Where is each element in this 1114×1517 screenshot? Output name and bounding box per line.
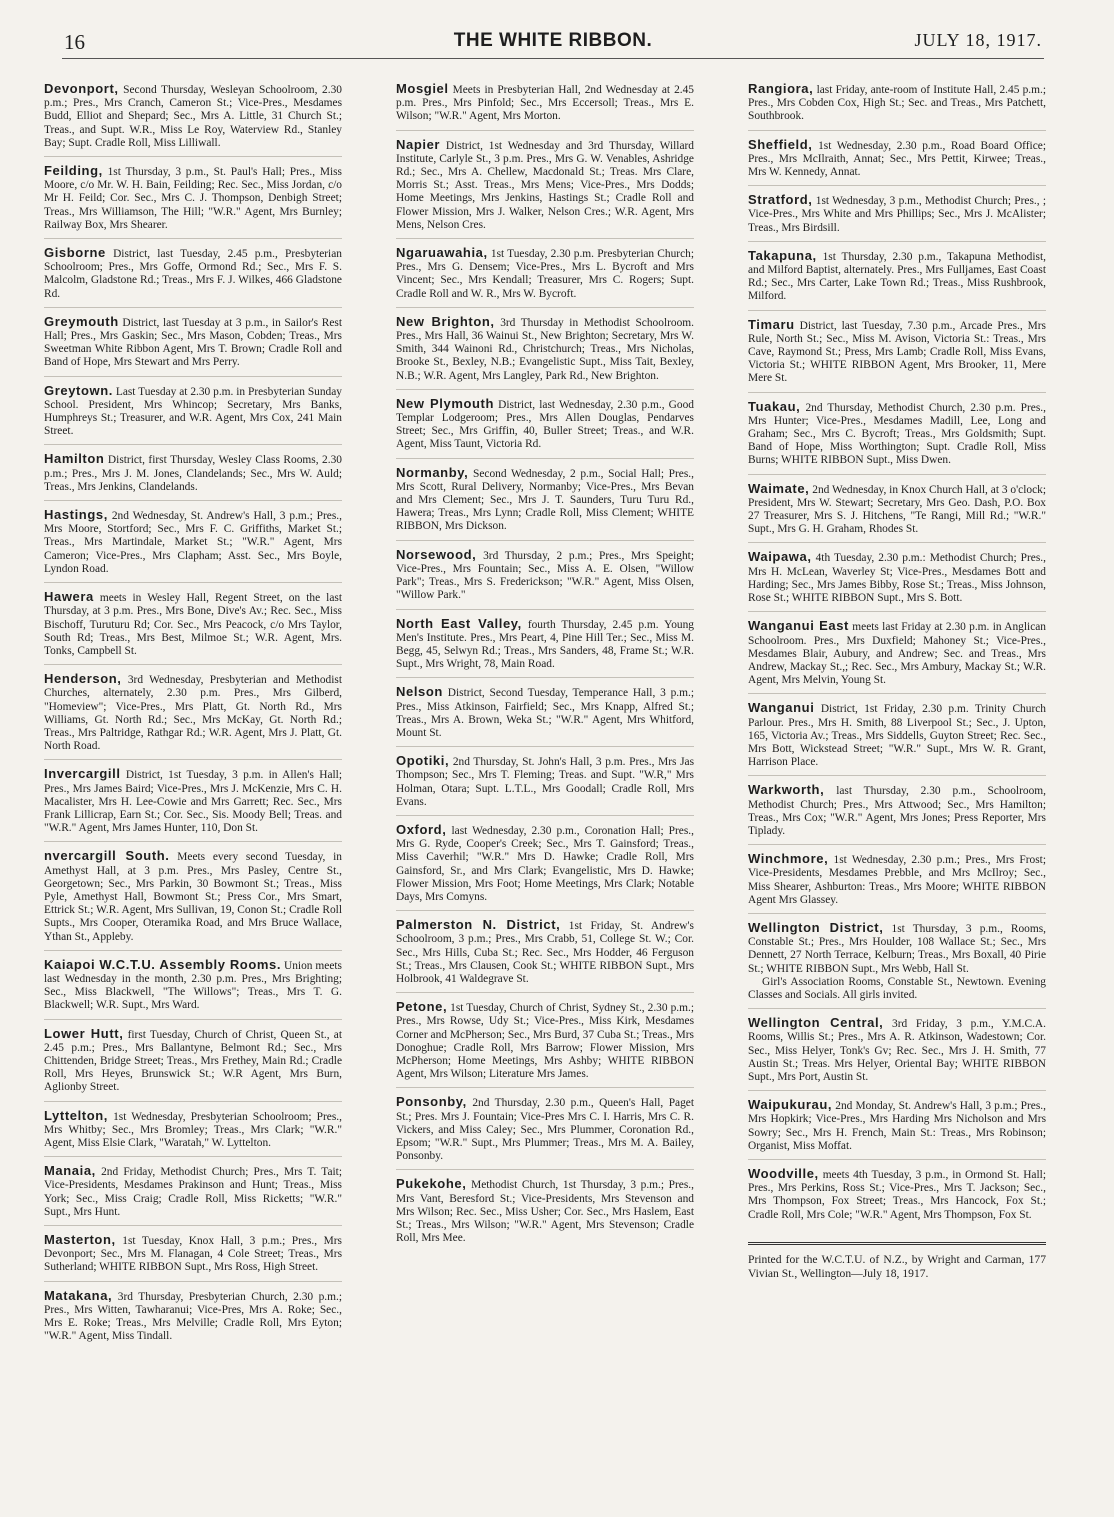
union-entry <box>396 685 694 747</box>
union-details: Second Wednesday, 2 p.m., Social Hall; Pres., Mrs Scott, Rural Delivery, Normanby; Vice-Pres., Mrs Bevan and Mrs Clement; Sec., Mrs J. T. Saunders, Turu Turu Rd., Hawera; Treas., Mrs Lynn; Cradle Roll, Miss Clement; WHITE RIBBON, Mrs Dickson. <box>396 467 694 533</box>
union-entry <box>44 508 342 583</box>
union-entry <box>44 1289 342 1350</box>
union-details: 1st Wednesday, Presbyterian Schoolroom; Pres., Mrs Whitby; Sec., Mrs Bromley; Treas., Mrs Clark; "W.R." Agent, Miss Elsie Clark, "Waratah," W. Lyttelton. <box>44 1110 342 1149</box>
union-details: meets last Friday at 2.30 p.m. in Anglican Schoolroom. Pres., Mrs Duxfield; Mahoney St.; Vice-Pres., Mesdames Blair, Aubury, and Andrew; Sec. and Treas., Mrs Andrew, Mackay St.,; Rec. Sec., Mrs Ambury, Mackay St.; W.R. Agent, Mrs Melvin, Young St. <box>748 621 1046 687</box>
union-name: Stratford, <box>748 192 813 208</box>
union-details: 1st Friday, St. Andrew's Schoolroom, 3 p.m.; Pres., Mrs Crabb, 51, College St. W.; Cor. Sec., Mrs Hills, Cuba St.; Rec. Sec., Mrs Hodder, 46 Ferguson St.; Treas., Mrs Clausen, Cook St.; WHITE RIBBON Supt., Mrs Holbrook, 41 Waldegrave St. <box>396 920 694 985</box>
union-entry <box>396 138 694 239</box>
union-entry <box>44 672 342 760</box>
union-details: 3rd Thursday, Presbyterian Church, 2.30 p.m.; Pres., Mrs Witten, Tawharanui; Vice-Pres, Mrs A. Roke; Sec., Mrs E. Roke; Treas., Mrs Melville; Cradle Roll, Mrs Eyton; "W.R." Agent, Miss Tindall. <box>44 1290 342 1343</box>
union-name: Waipawa, <box>748 549 812 565</box>
union-details: Second Thursday, Wesleyan Schoolroom, 2.30 p.m.; Pres., Mrs Cranch, Cameron St.; Vice-Pres., Mesdames Budd, Elliot and Shepard; Sec., Mrs A. Little, 31 Church St.; Treas., and Supt. W.R., Miss Le Roy, Waterview Rd., Stanley Bay; Supt. Cradle Roll, Miss Lilliwall. <box>44 84 342 149</box>
union-entry <box>748 82 1046 131</box>
union-entry <box>748 619 1046 694</box>
union-name: Henderson, <box>44 671 122 687</box>
union-entry <box>748 1016 1046 1091</box>
union-details: 1st Thursday, 2.30 p.m., Takapuna Methodist, and Milford Baptist, alternately. Pres., Mrs Fulljames, East Coast Rd.; Sec., Mrs Carter, Lake Town Rd.; Treas., Miss Rushbrook, Milford. <box>748 250 1046 303</box>
union-entry <box>748 482 1046 544</box>
union-entry <box>396 466 694 541</box>
union-name: Lower Hutt, <box>44 1025 124 1041</box>
union-entry <box>44 246 342 308</box>
union-details: fourth Thursday, 2.45 p.m. Young Men's Institute. Pres., Mrs Peart, 4, Pine Hill Ter.; Sec., Miss M. Begg, 45, Selwyn Rd.; Treas., Mrs Sanders, 48, Frame St.; W.R. Supt., Mrs Wright, 78, Main Road. <box>396 618 694 671</box>
union-entry <box>396 1095 694 1170</box>
union-details: 2nd Wednesday, in Knox Church Hall, at 3 o'clock; President, Mrs W. Stewart; Secretary, Mrs Geo. Dash, P.O. Box 27 Treasurer, Mrs S. J. Hitchens, "Te Rangi, Mill Rd.; "W.R." Supt., Mrs G. H. Graham, Rhodes St. <box>748 483 1046 536</box>
union-details: 4th Tuesday, 2.30 p.m.: Methodist Church; Pres., Mrs H. McLean, Waverley St; Vice-Pres., Mesdames Bott and Harding; Sec., Mrs James Bibby, Rose St.; Treas., Miss Johnson, Rose St.; WHITE RIBBON Supt., Mrs S. Bott. <box>748 552 1046 605</box>
union-details: meets 4th Tuesday, 3 p.m., in Ormond St. Hall; Pres., Mrs Perkins, Ross St.; Vice-Pres., Mrs T. Jackson; Sec., Mrs Thompson, Fox Street; Treas., Mrs Hancock, Fox St.; Cradle Roll, Mrs Cole; "W.R." Agent, Mrs Thompson, Fox St. <box>748 1169 1046 1221</box>
union-name: Hawera <box>44 589 94 605</box>
union-entry <box>396 315 694 390</box>
union-entry <box>748 921 1046 1009</box>
union-entry <box>396 82 694 131</box>
union-entry <box>44 590 342 665</box>
union-details: 2nd Thursday, St. John's Hall, 3 p.m. Pres., Mrs Jas Thompson; Sec., Mrs T. Fleming; Treas. and Supt. "W.R," Mrs Holman, Otara; Supt. L.T.L., Mrs Goodall; Cradle Roll, Mrs Evans. <box>396 756 694 808</box>
union-entry <box>44 452 342 501</box>
union-details: District, last Tuesday, 2.45 p.m., Presbyterian Schoolroom; Pres., Mrs Goffe, Ormond Rd.; Sec., Mrs F. S. Malcolm, Gladstone Rd.; Treas., Mrs F. J. Wilkes, 466 Gladstone Rd. <box>44 248 342 300</box>
union-entry <box>748 193 1046 242</box>
union-name: Greytown. <box>44 382 113 398</box>
union-details: Meets in Presbyterian Hall, 2nd Wednesday at 2.45 p.m. Pres., Mrs Pinfold; Sec., Mrs Eccersoll; Treas., Mrs E. Wilson; "W.R." Agent, Mrs Morton. <box>396 84 694 123</box>
union-entry <box>44 82 342 157</box>
union-details: 1st Thursday, 3 p.m., St. Paul's Hall; Pres., Miss Moore, c/o Mr. W. H. Bain, Feilding; Rec. Sec., Miss Jordan, c/o Mr H. Feild; Cor. Sec., Mrs C. J. Thompson, Denbigh Street; Treas., Mrs Williamson, The Hill; "W.R." Agent, Mrs Burnley; Railway Box, Mrs Shearer. <box>44 166 342 231</box>
union-details: District, last Tuesday at 3 p.m., in Sailor's Rest Hall; Pres., Mrs Gaskin; Sec., Mrs Mason, Cobden; Treas., Mrs Sweetman White Ribbon Agent, Mrs T. Brown; Cradle Roll and Band of Hope, Mrs Stewart and Mrs Perry. <box>44 316 342 369</box>
union-entry <box>44 384 342 446</box>
union-details: 2nd Wednesday, St. Andrew's Hall, 3 p.m.; Pres., Mrs Moore, Stortford; Sec., Mrs F. C. Griffiths, Market St.; Treas., Mrs Martindale, Market St.; "W.R." Agent, Mrs Cameron; Vice-Pres., Mrs Clapham; Asst. Sec., Mrs Boyle, Lyndon Road. <box>44 510 342 575</box>
union-entry <box>396 246 694 308</box>
union-name: Nelson <box>396 684 443 700</box>
union-name: Mosgiel <box>396 82 449 96</box>
union-details: 1st Wednesday, 2.30 p.m.; Pres., Mrs Frost; Vice-Presidents, Mesdames Prebble, and Mrs McIlroy; Sec., Miss Shearer, Ashburton: Treas., Mrs Moore; WHITE RIBBON Agent Mrs Glassey. <box>748 854 1046 906</box>
column-middle <box>396 82 694 1497</box>
union-entry <box>44 1027 342 1102</box>
union-note: Girl's Association Rooms, Constable St., Newtown. Evening Classes and Socials. All girls invited. <box>748 975 1046 1001</box>
column-left <box>44 82 342 1497</box>
union-name: Woodville, <box>748 1166 819 1181</box>
union-details: last Wednesday, 2.30 p.m., Coronation Hall; Pres., Mrs G. Ryde, Cooper's Creek; Sec., Mrs T. Gainsford; Treas., Miss Caverhil; "W.R." Mrs D. Hawke; Cradle Roll, Mrs Gainsford, Sr., and Mrs Clark; Evangelistic, Mrs D. Hawke; Flower Mission, Mrs Foot; Home Meetings, Mrs Clark; Notable Days, Mrs Comyns. <box>396 824 694 903</box>
union-entry <box>44 767 342 842</box>
union-details: first Tuesday, Church of Christ, Queen St., at 2.45 p.m.; Pres., Mrs Ballantyne, Belmont Rd.; Sec., Mrs Chittenden, Bridge Street; Treas., Mrs Frethey, Main Rd.; Cradle Roll, Mrs Heyes, Brunswick St.; W.R Agent, Mrs Burn, Aglionby Street. <box>44 1028 342 1094</box>
union-details: 1st Wednesday, 3 p.m., Methodist Church; Pres., ; Vice-Pres., Mrs White and Mrs Phillips; Sec., Mrs J. McAlister; Treas., Mrs Birdsill. <box>748 195 1046 234</box>
union-details: 3rd Thursday, 2 p.m.; Pres., Mrs Speight; Vice-Pres., Mrs Fountain; Sec., Miss A. E. Olsen, "Willow Park"; Treas., Mrs S. Frederickson; "W.R." Agent, Miss Olsen, "Willow Park." <box>396 549 694 602</box>
union-entry <box>396 754 694 816</box>
union-name: Hastings, <box>44 507 108 523</box>
union-name: Warkworth, <box>748 782 825 798</box>
union-name: Wanganui East <box>748 618 849 634</box>
union-entry <box>748 400 1046 475</box>
union-entry <box>396 1000 694 1088</box>
union-entry <box>44 1164 342 1226</box>
union-details: 1st Tuesday, 2.30 p.m. Presbyterian Church; Pres., Mrs G. Densem; Vice-Pres., Mrs L. Bycroft and Mrs Vincent; Sec., Mrs Kendall; Treasurer, Mrs C. Rogers; Supt. Cradle Roll and W. R., Mrs W. Bycroft. <box>396 248 694 300</box>
union-entry <box>748 701 1046 776</box>
printer-imprint: Printed for the W.C.T.U. of N.Z., by Wright and Carman, 177 Vivian St., Wellington—July 18, 1917. <box>748 1242 1046 1281</box>
union-details: 3rd Wednesday, Presbyterian and Methodist Churches, alternately, 2.30 p.m. Pres., Mrs Gilberd, "Homeview"; Vice-Pres., Mrs Platt, Gt. North Rd., Mrs Williams, Gt. North Rd.; Sec., Mrs McKay, Gt. North Rd.; Treas., Mrs Paltridge, Rathgar Rd.; W.R. Agent, Mrs J. Platt, Gt. North Road. <box>44 674 342 753</box>
union-name: Rangiora, <box>748 82 814 96</box>
union-details: District, 1st Friday, 2.30 p.m. Trinity Church Parlour. Pres., Mrs H. Smith, 88 Liverpool St.; Sec., J. Upton, 165, Victoria Av.; Treas., Mrs Siddells, Guyton Street; Rec. Sec., Mrs Bott, Wickstead Street; "W.R." Supt., Mrs W. R. Grant, Harrison Place. <box>748 703 1046 769</box>
union-entry <box>396 918 694 993</box>
union-name: Normanby, <box>396 464 469 480</box>
union-details: District, 1st Wednesday and 3rd Thursday, Willard Institute, Carlyle St., 3 p.m. Pres., Mrs G. W. Venables, Ashridge Rd.; Sec., Mrs A. Chellew, Macdonald St.; Treas. Mrs Clare, Morris St.; Asst. Treas., Mrs Mens; Vice-Pres., Mrs Dodds; Home Meetings, Mrs Jenkins, Hastings St.; Cradle Roll and Flower Mission, Mrs J. Walker, Nelson Cres.; W.R. Agent, Mrs Mens, Nelson Cres. <box>396 139 694 231</box>
union-entry <box>748 550 1046 612</box>
union-details: District, last Tuesday, 7.30 p.m., Arcade Pres., Mrs Rule, North St.; Sec., Miss M. Avison, Victoria St.: Treas., Mrs Cave, Raymond St.; Press, Mrs Lamb; Cradle Roll, Miss Evans, Victoria St.; WHITE RIBBON Agent, Mrs Brooker, 11, Mere Mere St. <box>748 319 1046 385</box>
page-header <box>62 26 1044 59</box>
page-number: 16 <box>64 30 85 54</box>
column-right-entries <box>748 82 1046 1228</box>
union-entry <box>748 318 1046 393</box>
union-entry <box>748 138 1046 187</box>
union-entry <box>44 849 342 950</box>
union-entry <box>396 1177 694 1251</box>
union-name: Manaia, <box>44 1163 96 1179</box>
union-name: Tuakau, <box>748 398 801 414</box>
union-details: 2nd Friday, Methodist Church; Pres., Mrs T. Tait; Vice-Presidents, Mesdames Prakinson and Hunt; Treas., Miss York; Sec., Miss Craig; Cradle Roll, Miss Ricketts; "W.R." Supt., Mrs Hunt. <box>44 1166 342 1218</box>
union-name: Winchmore, <box>748 851 829 867</box>
union-name: Devonport, <box>44 82 119 96</box>
union-details: District, Second Tuesday, Temperance Hall, 3 p.m.; Pres., Miss Atkinson, Fairfield; Sec., Mrs Knapp, Alfred St.; Treas., Mrs A. Brown, Weka St.; "W.R." Agent, Mrs Whitford, Mount St. <box>396 687 694 739</box>
union-entry <box>44 315 342 377</box>
union-details: District, first Thursday, Wesley Class Rooms, 2.30 p.m.; Pres., Mrs J. M. Jones, Clandelands; Sec., Mrs W. Auld; Treas., Mrs Jenkins, Clandelands. <box>44 454 342 493</box>
union-name: Waimate, <box>748 480 810 496</box>
union-entry <box>396 823 694 911</box>
union-entry <box>396 548 694 610</box>
union-details: Union meets last Wednesday in the month, 2.30 p.m. Pres., Mrs Brighting; Sec., Miss Blackwell, "The Willows"; Treas., Mrs T. G. Blackwell; W.R. Supt., Mrs Ward. <box>44 959 342 1012</box>
union-name: Pukekohe, <box>396 1176 467 1192</box>
union-details: 1st Tuesday, Church of Christ, Sydney St., 2.30 p.m.; Pres., Mrs Rowse, Udy St.; Vice-Pres., Miss Kirk, Mesdames Corner and McPherson; Sec., Mrs Burd, 37 Cuba St.; Treas., Mrs Donoghue; Cradle Roll, Mrs Barrow; Flower Mission, Mrs McPherson; Home Meetings, Mrs Ashby; WHITE RIBBON Agent, Mrs Wilson; Literature Mrs James. <box>396 1002 694 1081</box>
union-entry <box>748 249 1046 311</box>
union-name: Opotiki, <box>396 753 450 769</box>
union-name: Petone, <box>396 999 448 1015</box>
union-name: Matakana, <box>44 1287 113 1303</box>
union-details: Methodist Church, 1st Thursday, 3 p.m.; Pres., Mrs Vant, Beresford St.; Vice-Presidents, Mrs Stevenson and Mrs Wilson; Rec. Sec., Miss Usher; Cor. Sec., Mrs Haslem, East St.; Treas., Mrs Wilson; "W.R." Agent, Mrs Stevenson; Cradle Roll, Mrs Mee. <box>396 1179 694 1245</box>
union-details: 3rd Friday, 3 p.m., Y.M.C.A. Rooms, Willis St.; Pres., Mrs A. R. Atkinson, Wadestown; Cor. Sec., Miss Helyer, Tonk's Gv; Rec. Sec., Mrs J. H. Smith, 77 Austin St.; Treas. Mrs Helyer, Oriental Bay; WHITE RIBBON Supt., Mrs Port, Austin St. <box>748 1018 1046 1083</box>
union-details: Meets every second Tuesday, in Amethyst Hall, at 3 p.m. Pres., Mrs Pasley, Centre St., Georgetown; Sec., Mrs Parkin, 30 Bowmont St.; Treas., Miss Pyle, Amethyst Hall, Bowmont St.; Press Cor., Mrs Smart, Ettrick St.; W.R. Agent, Mrs Sullivan, 19, Conon St.; Cradle Roll Supts., Mrs Cooper, Oteramika Road, and Mrs Bruce Wallace, Ythan St., Appleby. <box>44 851 342 943</box>
union-name: Masterton, <box>44 1232 116 1248</box>
union-entry <box>748 1098 1046 1160</box>
union-name: Wanganui <box>748 700 815 716</box>
union-name: Ponsonby, <box>396 1094 467 1110</box>
union-name: Ngaruawahia, <box>396 245 488 261</box>
union-name: New Brighton, <box>396 313 495 329</box>
union-details: District, 1st Tuesday, 3 p.m. in Allen's Hall; Pres., Mrs James Baird; Vice-Pres., Mrs J. McKenzie, Mrs C. H. Macalister, Mrs H. Lee-Cowie and Mrs Garrett; Rec. Sec., Mrs Frank Lillicrap, Earn St.; Cor. Sec., Sis. Moody Bell; Treas. and "W.R." Agent, Mrs James Hunter, 110, Don St. <box>44 769 342 835</box>
union-entry <box>44 164 342 239</box>
union-entry <box>748 783 1046 845</box>
union-entry <box>44 958 342 1020</box>
union-name: Oxford, <box>396 821 447 837</box>
union-name: Norsewood, <box>396 546 477 562</box>
union-name: Feilding, <box>44 163 103 179</box>
union-name: Palmerston N. District, <box>396 917 561 933</box>
union-details: 2nd Thursday, 2.30 p.m., Queen's Hall, Paget St.; Pres. Mrs J. Fountain; Vice-Pres Mrs C. I. Harris, Mrs C. R. Vickers, and Miss Caley; Sec., Mrs Plummer, Coronation Rd., Epsom; "W.R." Supt., Mrs Plummer; Treas., Mrs M. A. Bailey, Ponsonby. <box>396 1097 694 1163</box>
union-name: Waipukurau, <box>748 1097 833 1113</box>
union-entry <box>748 852 1046 914</box>
union-name: Takapuna, <box>748 247 817 263</box>
union-name: Hamilton <box>44 451 105 467</box>
union-name: Timaru <box>748 316 795 332</box>
union-entry <box>748 1167 1046 1228</box>
union-details: Last Tuesday at 2.30 p.m. in Presbyterian Sunday School. President, Mrs Whincop; Secretary, Mrs Banks, Humphreys St.; Treasurer, and W.R. Agent, Mrs Cox, 241 Main Street. <box>44 385 342 438</box>
union-name: Wellington District, <box>748 919 884 935</box>
union-details: 1st Wednesday, 2.30 p.m., Road Board Office; Pres., Mrs McIlraith, Annat; Sec., Mrs Pettit, Kirwee; Treas., Mrs W. Kennedy, Annat. <box>748 139 1046 179</box>
union-name: Gisborne <box>44 245 106 261</box>
union-details: 1st Tuesday, Knox Hall, 3 p.m.; Pres., Mrs Devonport; Sec., Mrs M. Flanagan, 4 Cole Street; Treas., Mrs Sutherland; WHITE RIBBON Supt., Mrs Ross, High Street. <box>44 1235 342 1274</box>
union-name: North East Valley, <box>396 615 522 631</box>
union-name: Lyttelton, <box>44 1107 109 1123</box>
union-details: 3rd Thursday in Methodist Schoolroom. Pres., Mrs Hall, 36 Wainui St., New Brighton; Secretary, Mrs W. Smith, 344 Wainoni Rd., Christchurch; Treas., Mrs Nicholas, Brooke St., Bexley, N.B.; Evangelistic Supt., Miss Tait, Bexley, N.B.; W.R. Agent, Mrs Langley, Park Rd., New Brighton. <box>396 316 694 382</box>
column-right <box>748 82 1046 1497</box>
union-name: nvercargill South. <box>44 848 170 864</box>
union-entry <box>396 397 694 459</box>
union-entry <box>396 617 694 679</box>
issue-date: JULY 18, 1917. <box>914 30 1042 50</box>
union-details: last Thursday, 2.30 p.m., Schoolroom, Methodist Church; Pres., Mrs Attwood; Sec., Mrs Hamilton; Treas., Mrs Cox; "W.R." Agent, Mrs Jones; Press Reporter, Mrs Tiplady. <box>748 785 1046 837</box>
union-name: Sheffield, <box>748 136 813 152</box>
union-details: last Friday, ante-room of Institute Hall, 2.45 p.m.; Pres., Mrs Cobden Cox, High St.; Sec. and Treas., Mrs Patchett, Southbrook. <box>748 84 1046 123</box>
publication-title: THE WHITE RIBBON. <box>453 30 653 51</box>
union-name: Invercargill <box>44 766 121 782</box>
union-name: Kaiapoi W.C.T.U. Assembly Rooms. <box>44 956 282 972</box>
union-name: Greymouth <box>44 313 119 329</box>
union-details: 1st Thursday, 3 p.m., Rooms, Constable St.; Pres., Mrs Houlder, 108 Wallace St.; Sec., Mrs Dennett, 27 North Terrace, Kelburn; Treas., Mrs Boxall, 40 Pirie St.; WHITE RIBBON Supt., Mrs Webb, Hall St. <box>748 922 1046 975</box>
union-name: New Plymouth <box>396 395 495 411</box>
union-entry <box>44 1109 342 1158</box>
union-entry <box>44 1233 342 1282</box>
union-details: meets in Wesley Hall, Regent Street, on the last Thursday, at 3 p.m. Pres., Mrs Bone, Dive's Av.; Rec. Sec., Miss Bischoff, Turuturu Rd; Cor. Sec., Mrs Peacock, c/o Mrs Taylor, South Rd; Treas., Mrs Best, Milmoe St.; W.R. Agent, Mrs. Tonks, Campbell St. <box>44 592 342 657</box>
union-name: Napier <box>396 136 441 152</box>
union-name: Wellington Central, <box>748 1015 884 1031</box>
union-details: District, last Wednesday, 2.30 p.m., Good Templar Lodgeroom; Pres., Mrs Allen Douglas, Pendarves Street; Sec., Mrs Griffin, 40, Buller Street; Treas., and W.R. Agent, Miss Taunt, Victoria Rd. <box>396 398 694 451</box>
union-details: 2nd Thursday, Methodist Church, 2.30 p.m. Pres., Mrs Hunter; Vice-Pres., Mesdames Madill, Lee, Long and Graham; Sec., Mrs C. Bycroft; Treas., Mrs Goldsmith; Supt. Band of Hope, Miss Worthington; Supt. Cradle Roll, Miss Burns; WHITE RIBBON Supt., Miss Dwen. <box>748 401 1046 467</box>
union-details: 2nd Monday, St. Andrew's Hall, 3 p.m.; Pres., Mrs Hopkirk; Vice-Pres., Mrs Harding Mrs Nicholson and Mrs Sowry; Sec., Mrs H. French, Main St.: Treas., Mrs Robinson; Organist, Miss Moffat. <box>748 1100 1046 1152</box>
